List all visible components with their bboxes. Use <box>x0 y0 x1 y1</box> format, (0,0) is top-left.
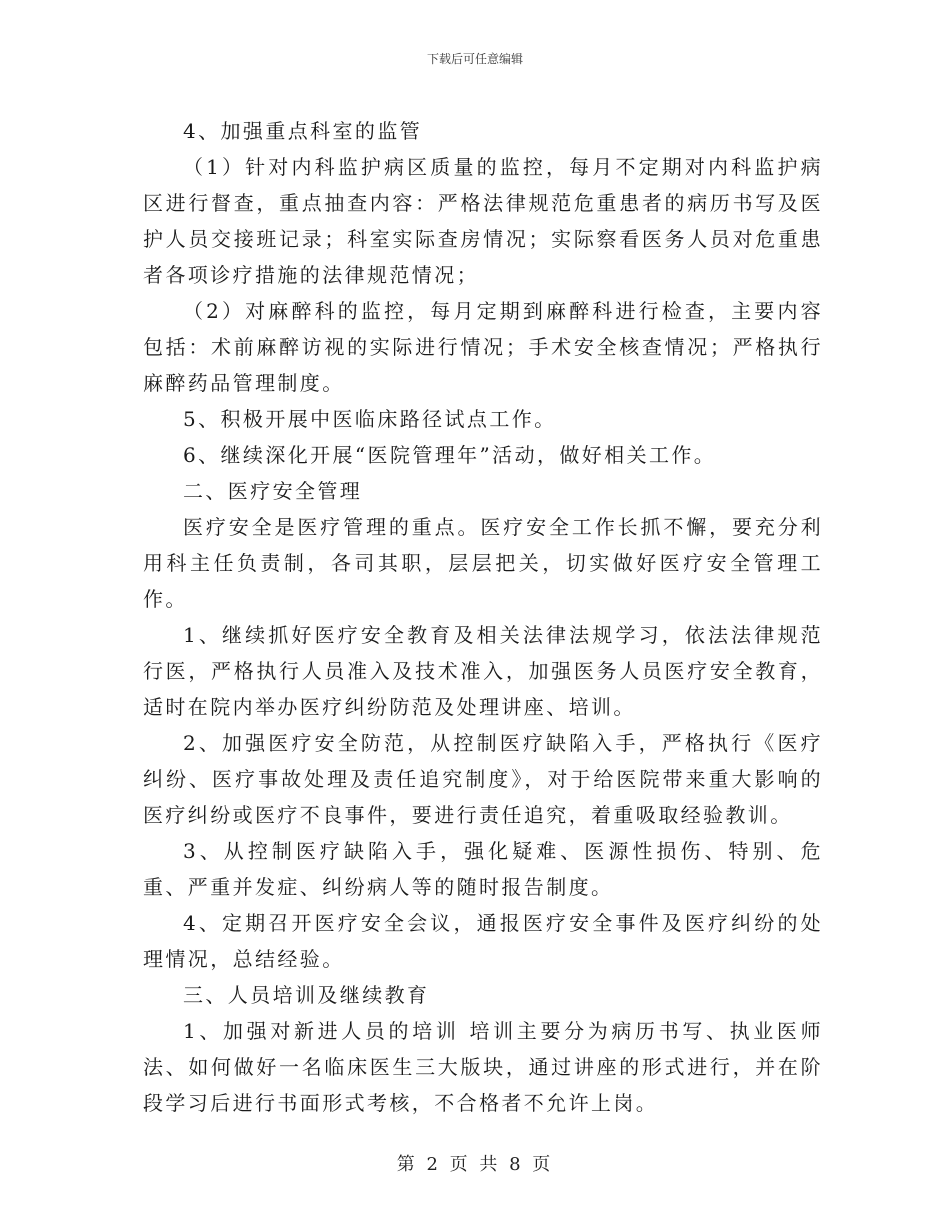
paragraph: 3、从控制医疗缺陷入手，强化疑难、医源性损伤、特别、危重、严重并发症、纠纷病人等的随时报告制度。 <box>143 839 823 899</box>
page-number: 第 2 页 共 8 页 <box>396 1154 554 1175</box>
section-heading: 4、加强重点科室的监管 <box>183 119 423 143</box>
paragraph: 1、继续抓好医疗安全教育及相关法律法规学习，依法法律规范行医，严格执行人员准入及技术准入，加强医务人员医疗安全教育，适时在院内举办医疗纠纷防范及处理讲座、培训。 <box>143 623 823 719</box>
paragraph: 1、加强对新进人员的培训 培训主要分为病历书写、执业医师法、如何做好一名临床医生三大版块，通过讲座的形式进行，并在阶段学习后进行书面形式考核，不合格者不允许上岗。 <box>143 1019 823 1115</box>
paragraph: （1）针对内科监护病区质量的监控，每月不定期对内科监护病区进行督查，重点抽查内容：严格法律规范危重患者的病历书写及医护人员交接班记录；科室实际查房情况；实际察看医务人员对危重患者各项诊疗措施的法律规范情况； <box>143 155 823 287</box>
paragraph: 4、定期召开医疗安全会议，通报医疗安全事件及医疗纠纷的处理情况，总结经验。 <box>143 911 823 971</box>
paragraph: 5、积极开展中医临床路径试点工作。 <box>183 407 557 431</box>
paragraph: （2）对麻醉科的监控，每月定期到麻醉科进行检查，主要内容包括：术前麻醉访视的实际进行情况；手术安全核查情况；严格执行麻醉药品管理制度。 <box>143 299 823 395</box>
section-heading: 三、人员培训及继续教育 <box>183 983 430 1007</box>
paragraph: 2、加强医疗安全防范，从控制医疗缺陷入手，严格执行《医疗纠纷、医疗事故处理及责任追究制度》，对于给医院带来重大影响的医疗纠纷或医疗不良事件，要进行责任追究，着重吸取经验教训。 <box>143 731 823 827</box>
document-body <box>143 113 823 1121</box>
section-heading: 二、医疗安全管理 <box>183 479 363 503</box>
paragraph: 6、继续深化开展“医院管理年”活动，做好相关工作。 <box>183 443 717 467</box>
paragraph: 医疗安全是医疗管理的重点。医疗安全工作长抓不懈，要充分利用科主任负责制，各司其职，层层把关，切实做好医疗安全管理工作。 <box>143 515 823 611</box>
page-header-note: 下载后可任意编辑 <box>426 52 523 66</box>
